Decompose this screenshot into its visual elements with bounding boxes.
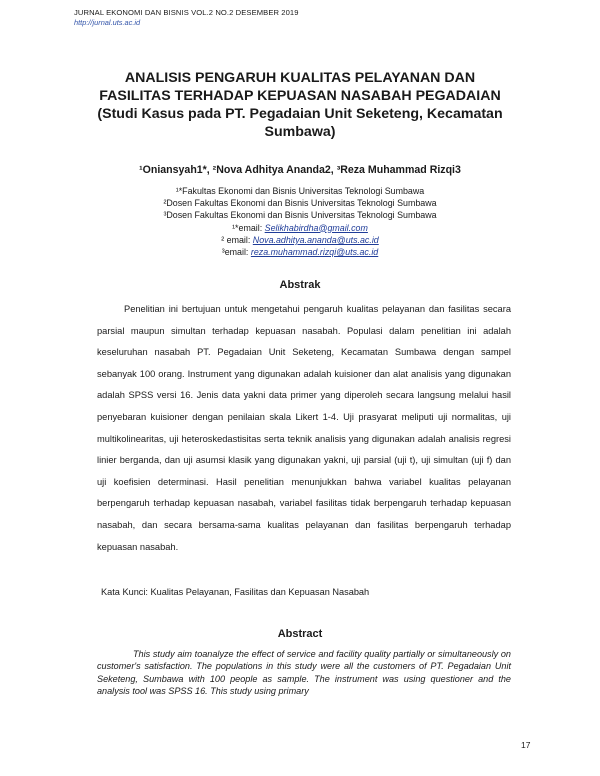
page-number: 17 xyxy=(521,740,531,750)
journal-header: JURNAL EKONOMI DAN BISNIS VOL.2 NO.2 DESEMBER 2019 xyxy=(74,8,299,17)
email-line-1 xyxy=(60,222,540,234)
affiliation-2: ²Dosen Fakultas Ekonomi dan Bisnis Universitas Teknologi Sumbawa xyxy=(163,198,437,209)
email-label-2: ² email: xyxy=(221,234,253,245)
author-list: ¹Oniansyah1*, ²Nova Adhitya Ananda2, ³Reza Muhammad Rizqi3 xyxy=(139,164,461,176)
abstract-heading: Abstract xyxy=(277,628,323,640)
email-line-3 xyxy=(60,246,540,258)
keywords: Kata Kunci: Kualitas Pelayanan, Fasilitas dan Kepuasan Nasabah xyxy=(101,587,370,597)
journal-url[interactable]: http://jurnal.uts.ac.id xyxy=(74,18,141,27)
abstract-body xyxy=(97,648,511,698)
email-link-1[interactable]: Selikhabirdha@gmail.com xyxy=(264,222,368,233)
email-label-1: ¹*email: xyxy=(232,222,265,233)
affiliations xyxy=(60,185,540,258)
email-link-2[interactable]: Nova.adhitya.ananda@uts.ac.id xyxy=(252,234,379,245)
title-line-4: Sumbawa) xyxy=(264,124,336,140)
email-link-3[interactable]: reza.muhammad.rizqi@uts.ac.id xyxy=(250,247,379,258)
email-line-2 xyxy=(60,234,540,246)
affiliation-3: ³Dosen Fakultas Ekonomi dan Bisnis Universitas Teknologi Sumbawa xyxy=(163,210,437,221)
abstrak-heading: Abstrak xyxy=(279,279,321,291)
title-line-2: FASILITAS TERHADAP KEPUASAN NASABAH PEGADAIAN xyxy=(99,88,501,104)
title-line-3: (Studi Kasus pada PT. Pegadaian Unit Seketeng, Kecamatan xyxy=(97,106,503,122)
email-label-3: ³email: xyxy=(221,247,251,258)
title-line-1: ANALISIS PENGARUH KUALITAS PELAYANAN DAN xyxy=(124,70,476,86)
paper-title xyxy=(60,69,540,141)
abstract-paragraph: This study aim toanalyze the effect of service and facility quality partially or simultaneously on customer's satisfaction. The populations in this study were all the customers of PT. Pegadaian Unit Seketeng, Sumbawa with 100 people as sample. The instrument was using questioner and the analysis tool was SPSS 16. This study using primary xyxy=(97,649,511,697)
abstrak-body xyxy=(97,299,511,558)
affiliation-1: ¹*Fakultas Ekonomi dan Bisnis Universitas Teknologi Sumbawa xyxy=(175,186,425,196)
abstrak-paragraph: Penelitian ini bertujuan untuk mengetahui pengaruh kualitas pelayanan dan fasilitas secara parsial maupun simultan terhadap kepuasan nasabah. Populasi dalam penelitian ini adalah keseluruhan nasabah PT. Pegadaian Unit Seketeng, Kecamatan Sumbawa dengan sampel sebanyak 100 orang. Instrument yang digunakan adalah kuisioner dan alat analisis yang digunakan adalah SPSS versi 16. Jenis data yakni data primer yang diperoleh secara langsung melalui hasil penyebaran kuisioner dengan penilaian skala Likert 1-4. Uji prasyarat meliputi uji normalitas, uji multikolinearitas, uji heteroskedastisitas serta teknik analisis yang digunakan adalah analisis regresi linier berganda, dan uji asumsi klasik yang digunakan yakni, uji parsial (uji t), uji simultan (uji f) dan uji koefisien determinasi. Hasil penelitian menunjukkan bahwa variabel kualitas pelayanan berpengaruh terhadap kepuasan nasabah, variabel fasilitas tidak berpengaruh terhadap kepuasan nasabah, dan secara bersama-sama kualitas pelayanan dan fasilitas berpengaruh terhadap kepuasan nasabah. xyxy=(97,304,511,552)
